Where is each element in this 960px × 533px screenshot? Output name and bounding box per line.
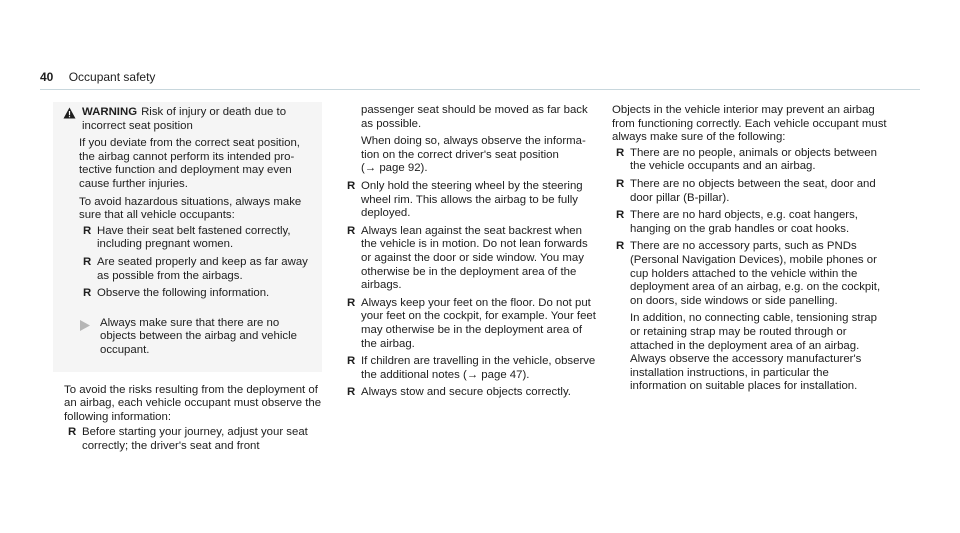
column-left (64, 102, 322, 457)
list-item-text: Always keep your feet on the floor. Do not put your feet on the cockpit, for example. Your feet may otherwise be in the deployment area of the airbag. (361, 296, 596, 350)
list-item-text: Always stow and secure objects correctly. (361, 386, 571, 399)
body-paragraph: Objects in the vehicle interior may prevent an airbag from functioning correctly. Each vehicle occupant must always make sure of the following: (612, 104, 887, 144)
column-right (612, 104, 887, 394)
list-item-text: There are no hard objects, e.g. coat hangers, hanging on the grab handles or coat hooks. (630, 209, 858, 235)
list-item-text: Have their seat belt fastened correctly, including pregnant women. (97, 224, 291, 251)
bullet-list (64, 426, 322, 453)
final-paragraph: In addition, no connecting cable, tensioning strap or retaining strap may be routed through or attached in the deployment area of an airbag. Always observe the accessory manufacturer's installation instructions, in particular the information on suitable places for installation. (630, 312, 877, 393)
list-item (343, 225, 598, 293)
warning-triangle-icon (63, 106, 77, 119)
body-paragraph: To avoid the risks resulting from the deployment of an airbag, each vehicle occupant must observe the following information: (64, 383, 322, 423)
page-header (40, 70, 155, 84)
list-item (612, 240, 887, 308)
list-item (612, 209, 887, 236)
list-item-text: Are seated properly and keep as far away as possible from the airbags. (97, 255, 308, 282)
continued-text-2 (361, 135, 598, 176)
list-item-text: Always lean against the seat backrest when the vehicle is in motion. Do not lean forwards or against the door or side window. You may otherwise be in the deployment area of the airbags. (361, 224, 588, 292)
bullet-list (612, 147, 887, 309)
bullet-list (343, 180, 598, 400)
list-item-text: If children are travelling in the vehicle, observe the additional notes (→ page 47). (361, 355, 596, 381)
bullet-glyph: R (616, 209, 625, 222)
warning-heading (65, 106, 316, 133)
warning-title: Risk of injury or death due to (141, 106, 287, 118)
list-item (64, 426, 322, 453)
warning-bullet-list (79, 225, 316, 301)
bullet-glyph: R (616, 146, 625, 159)
continued-text: passenger seat should be moved as far back as possible. (361, 104, 588, 130)
list-item-text: Only hold the steering wheel by the steering wheel rim. This allows the airbag to be fully deployed. (361, 179, 583, 220)
list-item (343, 386, 598, 400)
bullet-glyph: R (347, 355, 356, 368)
warning-title-line2: incorrect seat position (82, 119, 193, 132)
list-item-text: There are no people, animals or objects between the vehicle occupants and an airbag. (630, 146, 877, 173)
note-block (79, 317, 316, 358)
warning-para-1: If you deviate from the correct seat position, the airbag cannot perform its intended protective function and deployment may even cause further injuries. (79, 137, 300, 190)
page-ref-link[interactable]: (→ page 92). (361, 162, 428, 175)
bullet-glyph: R (616, 177, 625, 190)
warning-label: WARNING (82, 106, 138, 118)
note-text: Always make sure that there are no objects between the airbag and vehicle occupant. (100, 316, 297, 356)
bullet-glyph: R (616, 240, 625, 253)
warning-box (53, 102, 322, 372)
continued-text-body: When doing so, always observe the information on the correct driver's seat position (361, 135, 586, 161)
list-item-text: There are no objects between the seat, door and door pillar (B-pillar). (630, 177, 876, 204)
bullet-glyph: R (347, 179, 356, 192)
header-rule (40, 89, 920, 90)
bullet-glyph: R (347, 386, 356, 399)
bullet-glyph: R (83, 224, 92, 237)
list-item (612, 178, 887, 205)
list-item (343, 355, 598, 382)
list-item-text: Observe the following information. (97, 287, 270, 300)
list-item (343, 180, 598, 221)
list-item (79, 256, 316, 283)
list-item-text: Before starting your journey, adjust your seat correctly; the driver's seat and front (82, 426, 308, 452)
section-title: Occupant safety (68, 70, 156, 84)
list-item (343, 297, 598, 351)
column-middle (343, 104, 598, 404)
page-number: 40 (40, 70, 54, 84)
bullet-glyph: R (347, 296, 356, 309)
bullet-glyph: R (347, 224, 356, 237)
warning-para-2: To avoid hazardous situations, always make sure that all vehicle occupants: (79, 195, 302, 222)
list-item (79, 287, 316, 301)
note-arrow-icon (79, 317, 100, 358)
bullet-glyph: R (83, 255, 92, 268)
bullet-glyph: R (83, 287, 92, 300)
list-item (612, 147, 887, 174)
list-item (79, 225, 316, 252)
bullet-glyph: R (68, 426, 77, 439)
list-item-text: There are no accessory parts, such as PNDs (Personal Navigation Devices), mobile phones or cup holders attached to the vehicle within the deployment area of an airbag, e.g. on the cockpit, on doors, side windows or side panelling. (630, 240, 881, 307)
